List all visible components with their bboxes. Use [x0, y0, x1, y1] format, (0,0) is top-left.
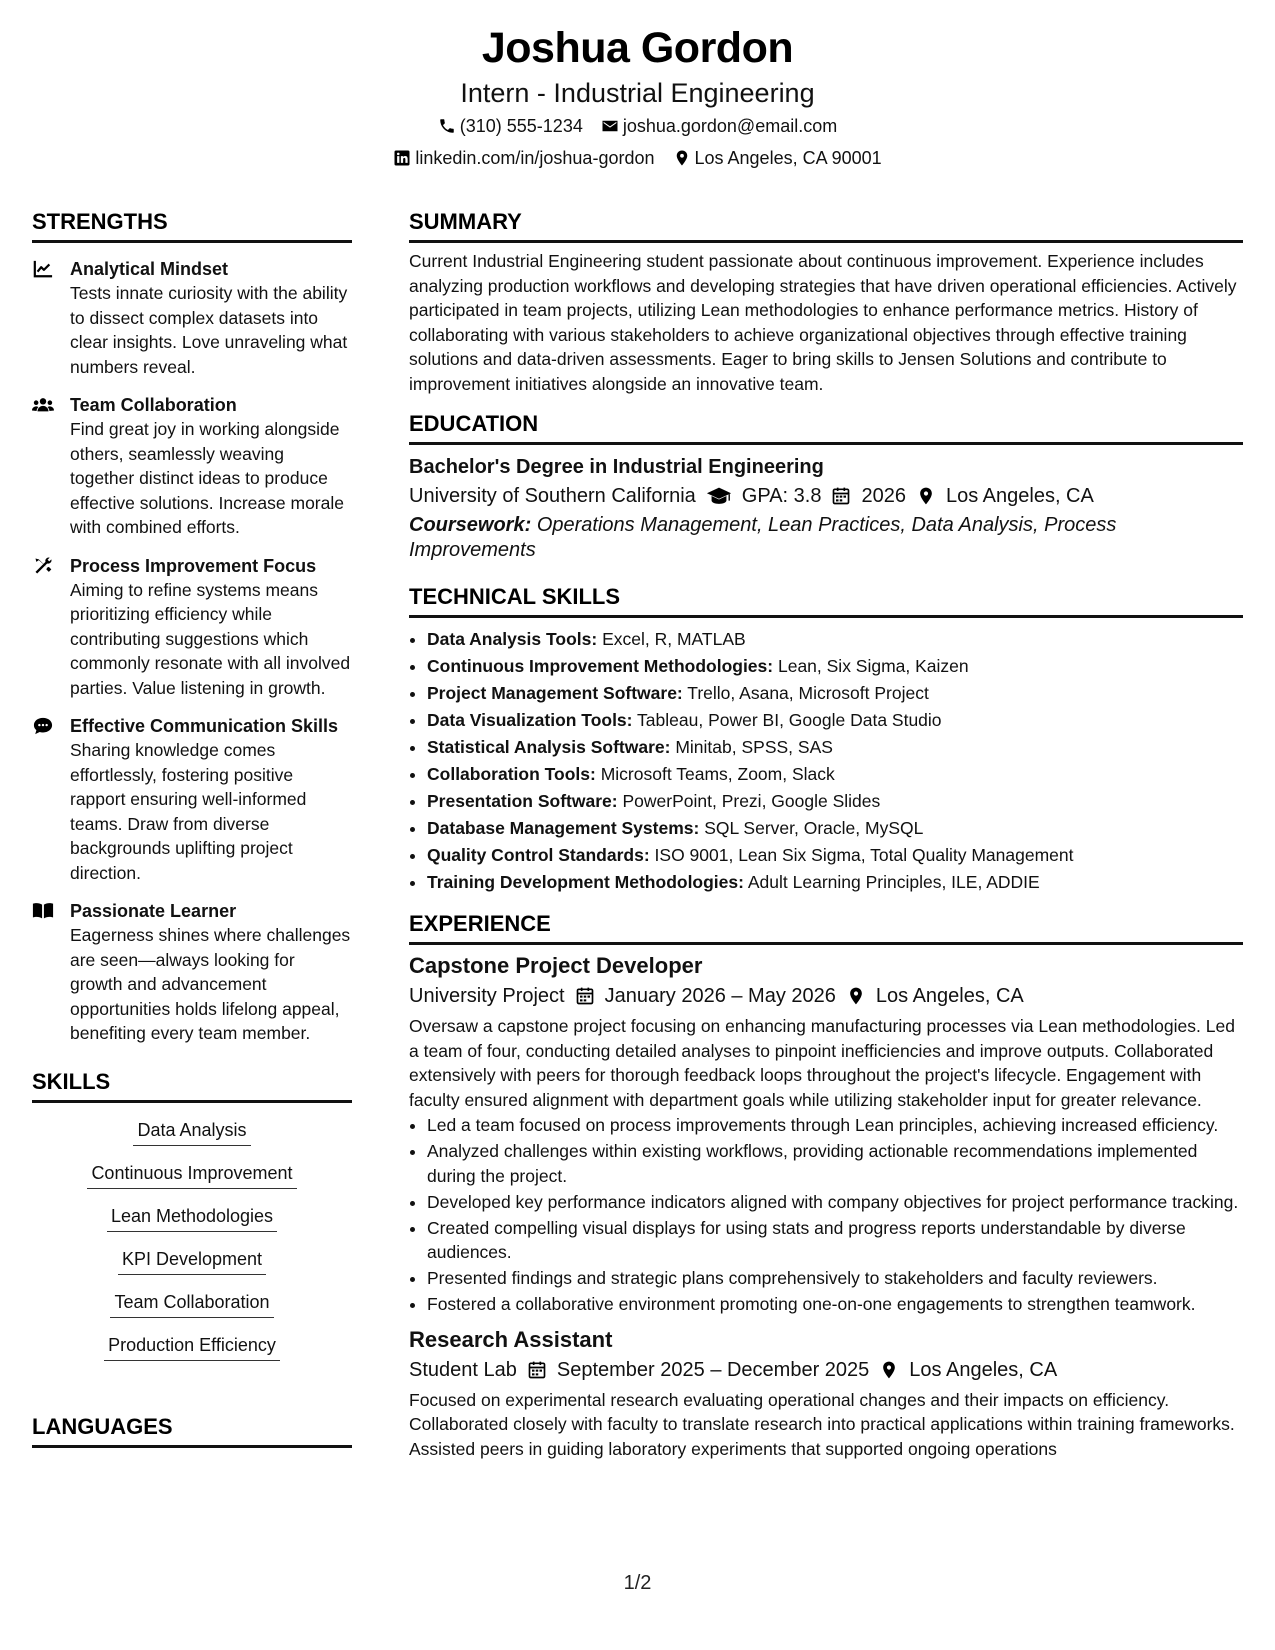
job-bullets: [409, 1113, 1243, 1317]
skill-label: Database Management Systems:: [427, 818, 700, 838]
calendar-icon: [831, 486, 851, 506]
strength-desc: Sharing knowledge comes effortlessly, fostering positive rapport ensuring well-informed teams. Draw from diverse backgrounds uplifting project direction.: [70, 740, 307, 883]
list-item: [427, 734, 1243, 761]
strength-item: [32, 257, 352, 379]
skill-value: Tableau, Power BI, Google Data Studio: [637, 710, 942, 730]
envelope-icon: [601, 117, 619, 135]
skill-value: ISO 9001, Lean Six Sigma, Total Quality Management: [654, 845, 1074, 865]
strength-item: [32, 899, 352, 1046]
skill-pill: Team Collaboration: [110, 1289, 273, 1318]
skill-label: Continuous Improvement Methodologies:: [427, 656, 774, 676]
job-entry: [409, 1325, 1243, 1462]
linkedin-contact[interactable]: [393, 142, 654, 174]
skill-value: Lean, Six Sigma, Kaizen: [777, 656, 969, 676]
list-item: • Fostered a collaborative environment promoting one-on-one engagements to strengthen teamwork.: [427, 1292, 1243, 1317]
job-entry: [409, 951, 1243, 1317]
list-item: [427, 788, 1243, 815]
skill-label: Presentation Software:: [427, 791, 618, 811]
skill-pill: KPI Development: [118, 1246, 266, 1275]
job-org: University Project: [409, 985, 565, 1007]
users-icon: [32, 395, 54, 415]
location-text: Los Angeles, CA 90001: [694, 148, 882, 168]
job-dates: September 2025 – December 2025: [556, 1358, 870, 1381]
skill-value: PowerPoint, Prezi, Google Slides: [622, 791, 881, 811]
list-item: • Developed key performance indicators aligned with company objectives for project performance tracking.: [427, 1190, 1243, 1215]
strength-desc: Aiming to refine systems means prioritizing efficiency while contributing suggestions which commonly resonate with all involved parties. Value listening in growth.: [70, 579, 351, 698]
list-item: • Created compelling visual displays for using stats and progress reports understandable by diverse audiences.: [427, 1216, 1243, 1265]
book-open-icon: [32, 901, 54, 921]
school-name: University of Southern California: [409, 485, 696, 507]
list-item: [427, 626, 1243, 653]
list-item: [427, 653, 1243, 680]
degree-title: Bachelor's Degree in Industrial Engineering: [409, 456, 824, 478]
summary-title: SUMMARY: [409, 208, 1243, 243]
linkedin-text: linkedin.com/in/joshua-gordon: [415, 148, 655, 168]
strength-title: Analytical Mindset: [70, 259, 229, 279]
strength-title: Process Improvement Focus: [70, 555, 317, 576]
coursework-label: Coursework:: [409, 514, 532, 536]
skill-pill: Data Analysis: [133, 1117, 250, 1146]
coursework-text: Operations Management, Lean Practices, Data Analysis, Process Improvements: [409, 514, 1117, 561]
skill-pill: Production Efficiency: [104, 1332, 280, 1361]
education-title: EDUCATION: [409, 410, 1243, 445]
job-location: Los Angeles, CA: [909, 1358, 1058, 1381]
email-contact[interactable]: [601, 110, 837, 142]
strength-desc: Eagerness shines where challenges are seen—always looking for growth and advancement opportunities holds lifelong appeal, benefiting every team member.: [70, 925, 351, 1043]
contact-row-1: [0, 110, 1275, 142]
list-item: [427, 707, 1243, 734]
skill-pill: Continuous Improvement: [87, 1160, 296, 1189]
strength-item: [32, 714, 352, 885]
skill-label: Project Management Software:: [427, 683, 683, 703]
comment-icon: [32, 716, 54, 736]
calendar-icon: [527, 1360, 547, 1380]
list-item: • Presented findings and strategic plans comprehensively to stakeholders and faculty reviewers.: [427, 1266, 1243, 1291]
skill-value: Trello, Asana, Microsoft Project: [687, 683, 929, 703]
strength-title: Team Collaboration: [70, 395, 237, 415]
skill-value: Excel, R, MATLAB: [602, 629, 746, 649]
list-item: [427, 815, 1243, 842]
job-description: Oversaw a capstone project focusing on enhancing manufacturing processes via Lean methodologies. Led a team of four, conducting detailed analyses to pinpoint inefficiencies and improve outputs. Collaborated extensively with peers for thorough feedback loops throughout the project's lifecycle. Engagement with faculty ensured alignment with department goals while utilizing stakeholder input for greater relevance.: [409, 1016, 1235, 1110]
strength-item: [32, 554, 352, 701]
strength-desc: Tests innate curiosity with the ability to dissect complex datasets into clear insights. Love unraveling what numbers reveal.: [70, 283, 348, 377]
job-title: Research Assistant: [409, 1326, 613, 1352]
page-number: 1/2: [623, 1572, 652, 1594]
job-location: Los Angeles, CA: [875, 985, 1024, 1007]
map-pin-icon: [916, 486, 936, 506]
list-item: [427, 842, 1243, 869]
skill-pill: Lean Methodologies: [107, 1203, 277, 1232]
skill-value: Minitab, SPSS, SAS: [675, 737, 833, 757]
contact-row-2: [0, 142, 1275, 174]
strength-item: [32, 393, 352, 540]
skill-value: Adult Learning Principles, ILE, ADDIE: [747, 872, 1040, 892]
school-location: Los Angeles, CA: [945, 485, 1094, 507]
email-text: joshua.gordon@email.com: [622, 116, 838, 136]
skill-label: Training Development Methodologies:: [427, 872, 744, 892]
list-item: • Analyzed challenges within existing workflows, providing actionable recommendations implemented during the project.: [427, 1139, 1243, 1188]
skill-label: Data Analysis Tools:: [427, 629, 598, 649]
right-column: [409, 208, 1243, 1461]
map-pin-icon: [846, 986, 866, 1006]
skill-label: Collaboration Tools:: [427, 764, 596, 784]
calendar-icon: [575, 986, 595, 1006]
strength-title: Passionate Learner: [70, 901, 237, 921]
phone-text: (310) 555-1234: [459, 116, 583, 136]
coursework: [409, 513, 1243, 563]
linkedin-icon: [393, 149, 411, 167]
candidate-name: Joshua Gordon: [481, 24, 794, 72]
location-contact: [673, 142, 882, 174]
list-item: [427, 761, 1243, 788]
gpa-text: GPA: 3.8: [741, 485, 822, 507]
graduation-year: 2026: [861, 485, 906, 507]
graduation-cap-icon: [706, 486, 732, 506]
strength-title: Effective Communication Skills: [70, 716, 339, 736]
job-meta: [409, 981, 1243, 1011]
list-item: [427, 680, 1243, 707]
skills-title: SKILLS: [32, 1068, 352, 1103]
candidate-role: Intern - Industrial Engineering: [460, 78, 815, 108]
skills-list: [32, 1117, 352, 1375]
job-org: Student Lab: [409, 1358, 517, 1381]
skill-label: Data Visualization Tools:: [427, 710, 633, 730]
technical-skills-list: [409, 626, 1243, 896]
tools-icon: [32, 556, 54, 576]
strengths-title: STRENGTHS: [32, 208, 352, 243]
map-pin-icon: [879, 1360, 899, 1380]
chart-line-icon: [32, 259, 54, 279]
job-description: Focused on experimental research evaluating operational changes and their impacts on efficiency. Collaborated closely with faculty to translate research into practical applications within training frameworks. Assisted peers in guiding laboratory experiments that supported ongoing operations: [409, 1389, 1235, 1459]
job-meta: [409, 1355, 1243, 1385]
skill-value: Microsoft Teams, Zoom, Slack: [600, 764, 835, 784]
phone-icon: [438, 117, 456, 135]
languages-title: LANGUAGES: [32, 1413, 352, 1448]
list-item: • Led a team focused on process improvements through Lean principles, achieving increased efficiency.: [427, 1113, 1243, 1138]
job-title: Capstone Project Developer: [409, 953, 703, 978]
summary-text: Current Industrial Engineering student passionate about continuous improvement. Experience includes analyzing production workflows and developing strategies that have driven operational efficiencies. Actively participated in team projects, utilizing Lean methodologies to enhance performance metrics. History of collaborating with various stakeholders to achieve organizational objectives through effective training solutions and data-driven assessments. Eager to bring skills to Jensen Solutions and contribute to improvement initiatives alongside an innovative team.: [409, 251, 1237, 394]
strength-desc: Find great joy in working alongside others, seamlessly weaving together distinct ideas to produce effective solutions. Increase morale with combined efforts.: [70, 419, 344, 537]
technical-skills-title: TECHNICAL SKILLS: [409, 583, 1243, 618]
skill-label: Statistical Analysis Software:: [427, 737, 671, 757]
job-dates: January 2026 – May 2026: [604, 985, 836, 1007]
education-meta: [409, 481, 1243, 511]
experience-title: EXPERIENCE: [409, 910, 1243, 945]
skill-label: Quality Control Standards:: [427, 845, 650, 865]
left-column: [32, 208, 352, 1448]
phone-contact: [438, 110, 583, 142]
resume-header: [0, 22, 1275, 174]
list-item: [427, 869, 1243, 896]
map-pin-icon: [673, 149, 691, 167]
skill-value: SQL Server, Oracle, MySQL: [704, 818, 924, 838]
